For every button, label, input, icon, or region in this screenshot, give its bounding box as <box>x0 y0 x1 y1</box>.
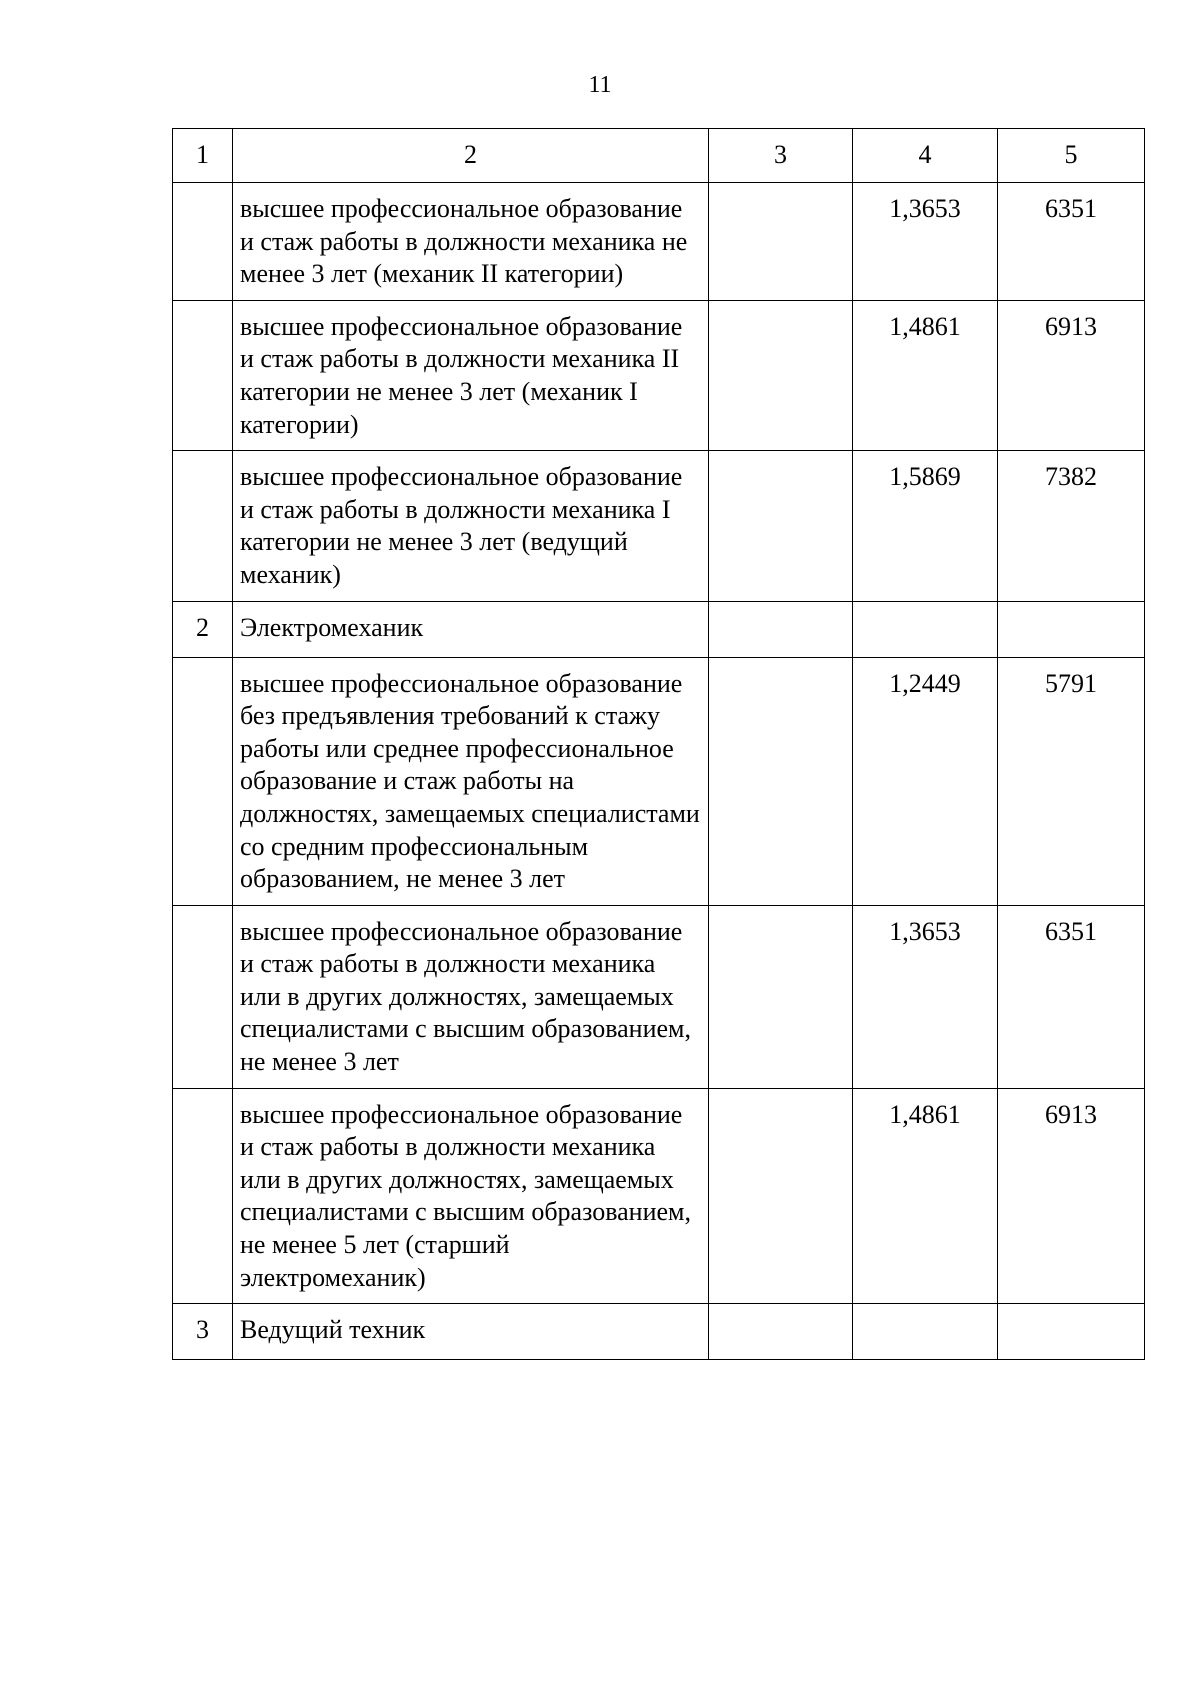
salary-cell: 7382 <box>998 451 1145 601</box>
column-3-cell <box>709 601 853 657</box>
requirement-cell: высшее профессиональное образование и стаж работы в должности механика не менее 3 лет (механик II категории) <box>233 183 709 301</box>
coefficient-cell <box>853 601 998 657</box>
requirement-cell: высшее профессиональное образование и стаж работы в должности механика I категории не менее 3 лет (ведущий механик) <box>233 451 709 601</box>
column-3-cell <box>709 451 853 601</box>
requirement-cell: высшее профессиональное образование и стаж работы в должности механика II категории не менее 3 лет (механик I категории) <box>233 300 709 450</box>
row-number-cell <box>173 1088 233 1304</box>
salary-cell: 5791 <box>998 657 1145 905</box>
column-3-cell <box>709 657 853 905</box>
salary-cell: 6351 <box>998 183 1145 301</box>
row-number-cell <box>173 300 233 450</box>
salary-cell: 6351 <box>998 905 1145 1088</box>
salary-cell: 6913 <box>998 1088 1145 1304</box>
row-number-cell <box>173 451 233 601</box>
header-cell-2: 2 <box>233 129 709 183</box>
position-title-cell: Электромеханик <box>233 601 709 657</box>
coefficient-cell: 1,4861 <box>853 1088 998 1304</box>
table-row <box>173 183 1145 301</box>
position-title-cell: Ведущий техник <box>233 1304 709 1360</box>
table-row <box>173 451 1145 601</box>
table-row-position-title <box>173 1304 1145 1360</box>
table-row <box>173 1088 1145 1304</box>
header-cell-3: 3 <box>709 129 853 183</box>
coefficient-cell <box>853 1304 998 1360</box>
salary-table <box>172 128 1145 1360</box>
header-cell-4: 4 <box>853 129 998 183</box>
row-number-cell <box>173 657 233 905</box>
table-row <box>173 657 1145 905</box>
table-row <box>173 905 1145 1088</box>
header-cell-5: 5 <box>998 129 1145 183</box>
column-3-cell <box>709 1088 853 1304</box>
salary-cell <box>998 601 1145 657</box>
header-cell-1: 1 <box>173 129 233 183</box>
requirement-cell: высшее профессиональное образование и стаж работы в должности механика или в других должностях, замещаемых специалистами с высшим образованием, не менее 3 лет <box>233 905 709 1088</box>
column-3-cell <box>709 1304 853 1360</box>
salary-cell <box>998 1304 1145 1360</box>
requirement-cell: высшее профессиональное образование без предъявления требований к стажу работы или среднее профессиональное образование и стаж работы на должностях, замещаемых специалистами со средним профессиональным образованием, не менее 3 лет <box>233 657 709 905</box>
page-number: 11 <box>588 72 612 98</box>
row-number-cell <box>173 905 233 1088</box>
row-number-cell <box>173 183 233 301</box>
coefficient-cell: 1,3653 <box>853 183 998 301</box>
table-row <box>173 300 1145 450</box>
row-number-cell: 3 <box>173 1304 233 1360</box>
salary-cell: 6913 <box>998 300 1145 450</box>
column-3-cell <box>709 183 853 301</box>
coefficient-cell: 1,2449 <box>853 657 998 905</box>
column-3-cell <box>709 905 853 1088</box>
coefficient-cell: 1,5869 <box>853 451 998 601</box>
table-row-position-title <box>173 601 1145 657</box>
column-3-cell <box>709 300 853 450</box>
requirement-cell: высшее профессиональное образование и стаж работы в должности механика или в других должностях, замещаемых специалистами с высшим образованием, не менее 5 лет (старший электромеханик) <box>233 1088 709 1304</box>
coefficient-cell: 1,3653 <box>853 905 998 1088</box>
row-number-cell: 2 <box>173 601 233 657</box>
coefficient-cell: 1,4861 <box>853 300 998 450</box>
table-header-row <box>173 129 1145 183</box>
